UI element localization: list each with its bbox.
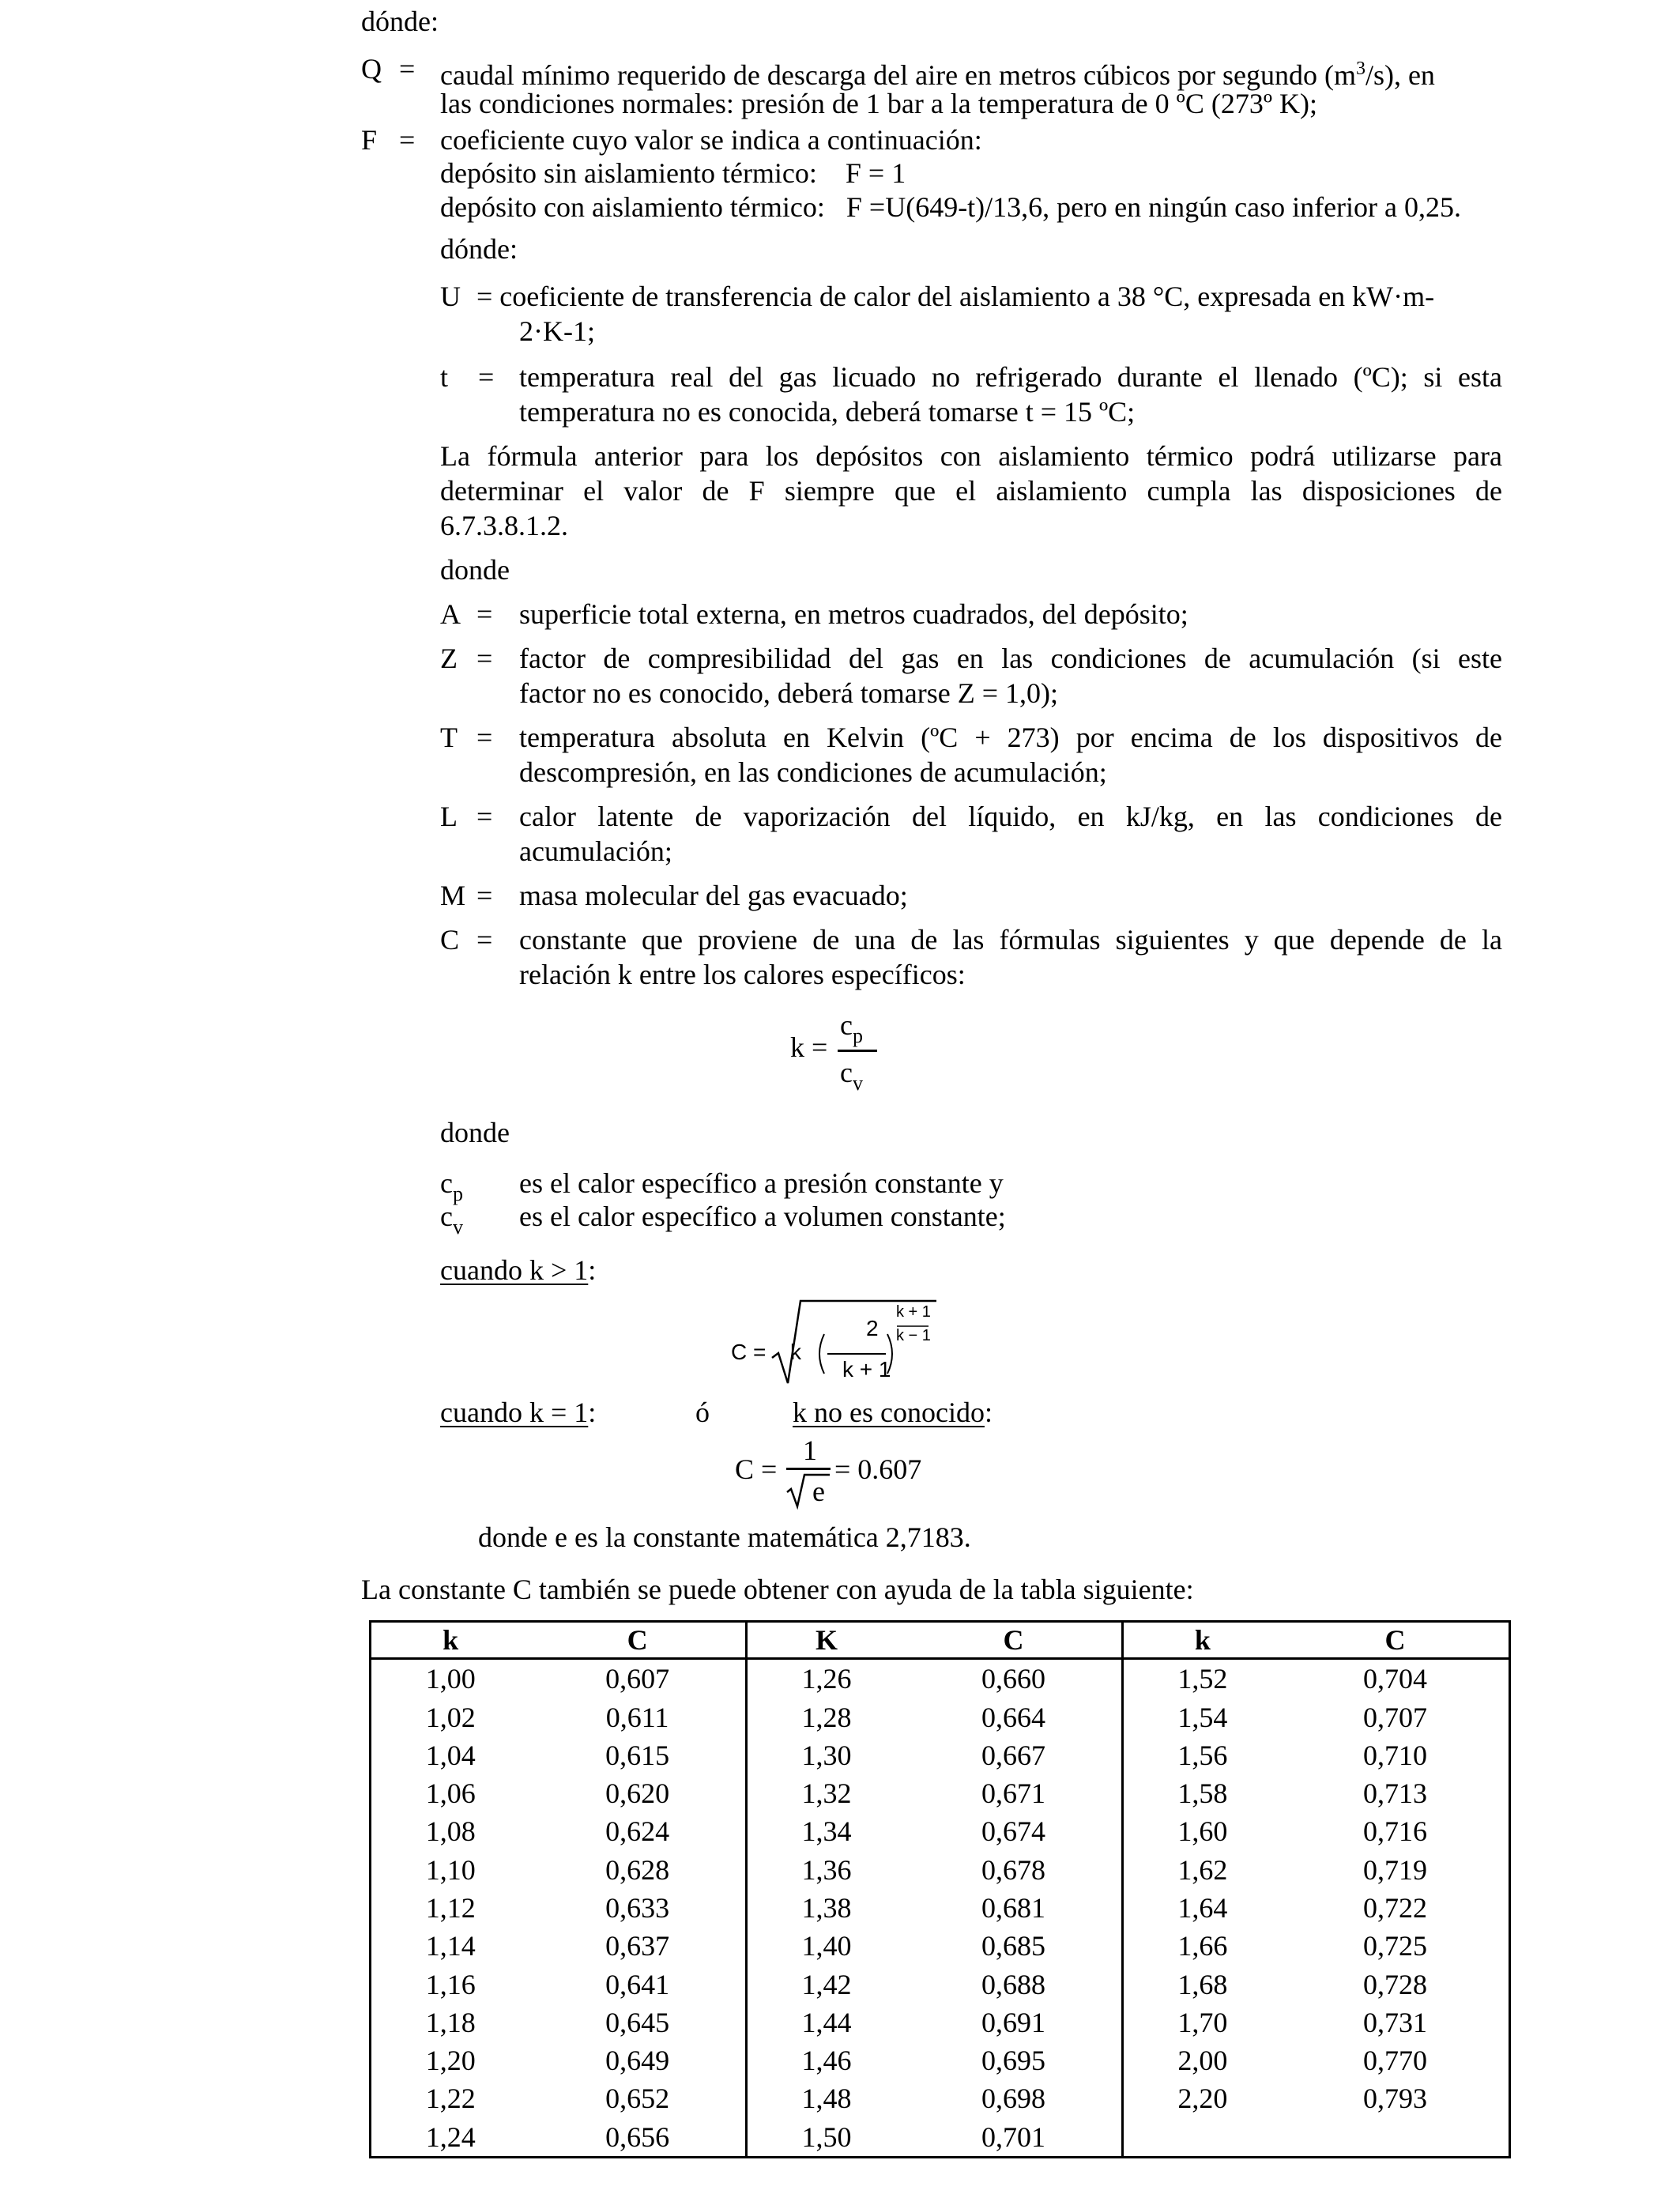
k-num-sub: p — [852, 1024, 863, 1047]
header-k-1: k — [371, 1622, 530, 1659]
q-superscript: 3 — [1355, 58, 1365, 79]
cp-definition: es el calor específico a presión constante y — [519, 1167, 1004, 1199]
colon-1: : — [588, 1254, 597, 1286]
when-k-gt-1 — [440, 1253, 596, 1287]
table-cell: 1,16 — [425, 1968, 476, 2000]
table-cell: 0,620 — [529, 1774, 746, 1812]
c-equals: = — [477, 924, 493, 956]
q-text-b: /s), en — [1365, 59, 1435, 91]
table-row — [371, 1812, 1510, 1850]
donde-label-4: donde — [440, 1117, 510, 1148]
table-cell: 1,14 — [425, 1930, 476, 1962]
c-definition-line1: constante que proviene de una de las fórmulas siguientes y que depende de la — [519, 924, 1502, 956]
k-formula-numerator — [840, 1008, 863, 1045]
c1-lhs: C = — [731, 1340, 767, 1364]
f-symbol: F — [361, 124, 378, 156]
formula-note-line1: La fórmula anterior para los depósitos con aislamiento térmico podrá utilizarse para — [440, 440, 1502, 472]
c1-left-paren — [819, 1334, 824, 1374]
defs-intro: dónde: — [361, 6, 439, 37]
table-cell: 0,691 — [906, 2004, 1122, 2041]
header-c-1: C — [529, 1622, 746, 1659]
header-k-2: K — [746, 1622, 906, 1659]
when-k-gt-1-text: cuando k > 1 — [440, 1254, 589, 1286]
table-cell: 1,40 — [801, 1930, 852, 1962]
table-cell: 0,716 — [1363, 1815, 1428, 1848]
f-definition: coeficiente cuyo valor se indica a continuación: — [440, 124, 982, 156]
table-cell: 0,664 — [906, 1698, 1122, 1736]
formula-note-line3: 6.7.3.8.1.2. — [440, 510, 568, 541]
z-definition-line2: factor no es conocido, deberá tomarse Z = 1,0); — [519, 677, 1059, 709]
table-cell: 1,66 — [1177, 1930, 1228, 1962]
table-cell — [1122, 2118, 1282, 2158]
table-cell: 0,701 — [906, 2118, 1122, 2158]
when-k-eq-1 — [440, 1396, 596, 1429]
table-cell: 0,645 — [529, 2004, 746, 2041]
table-cell: 2,00 — [1177, 2045, 1228, 2077]
q-symbol: Q — [361, 53, 382, 85]
table-cell: 1,32 — [801, 1777, 852, 1810]
table-cell: 0,652 — [529, 2079, 746, 2117]
k-den-sub: v — [852, 1072, 863, 1095]
table-cell: 0,685 — [906, 1927, 1122, 1965]
table-cell: 1,24 — [425, 2120, 476, 2153]
f-case-no-insulation: depósito sin aislamiento térmico: F = 1 — [440, 157, 906, 189]
or-word: ó — [695, 1397, 710, 1428]
table-row — [371, 2041, 1510, 2079]
u-symbol: U — [440, 281, 461, 312]
k-unknown-text: k no es conocido — [793, 1397, 985, 1428]
table-cell: 0,678 — [906, 1851, 1122, 1889]
table-cell: 1,70 — [1177, 2006, 1228, 2038]
table-intro: La constante C también se puede obtener con ayuda de la tabla siguiente: — [361, 1574, 1194, 1605]
table-cell: 0,624 — [529, 1812, 746, 1850]
q-definition-line1 — [440, 52, 1435, 92]
z-equals: = — [477, 643, 493, 674]
c2-rhs: = 0.607 — [834, 1453, 922, 1485]
k-formula-denominator — [840, 1056, 863, 1095]
m-definition: masa molecular del gas evacuado; — [519, 880, 908, 911]
table-cell: 0,611 — [529, 1698, 746, 1736]
f-case-insulation: depósito con aislamiento térmico: F =U(649-t)/13,6, pero en ningún caso inferior a 0,25. — [440, 191, 1462, 223]
k-den-c: c — [840, 1057, 853, 1088]
tt-equals: = — [477, 722, 493, 753]
table-cell: 0,731 — [1363, 2006, 1428, 2038]
c1-num: 2 — [866, 1316, 879, 1340]
table-cell: 1,64 — [1177, 1891, 1228, 1924]
cv-symbol — [440, 1200, 463, 1236]
c1-den: k + 1 — [842, 1357, 891, 1382]
table-cell: 1,62 — [1177, 1853, 1228, 1886]
f-equals: = — [399, 124, 416, 156]
donde-label-3: donde — [440, 554, 510, 586]
table-cell: 1,36 — [801, 1853, 852, 1886]
table-cell: 1,58 — [1177, 1777, 1228, 1810]
table-row — [371, 1965, 1510, 2003]
table-cell: 0,633 — [529, 1889, 746, 1927]
l-equals: = — [477, 801, 493, 832]
table-cell: 1,50 — [801, 2120, 852, 2153]
table-cell: 1,34 — [801, 1815, 852, 1848]
table-cell: 1,02 — [425, 1701, 476, 1733]
l-definition-line2: acumulación; — [519, 835, 672, 867]
cp-symbol — [440, 1167, 463, 1203]
colon-3: : — [984, 1397, 993, 1428]
table-cell: 1,26 — [801, 1663, 852, 1695]
table-cell: 1,44 — [801, 2006, 852, 2038]
formula-note-line2: determinar el valor de F siempre que el aislamiento cumpla las disposiciones de — [440, 475, 1502, 507]
c2-num: 1 — [803, 1434, 817, 1466]
table-cell: 0,793 — [1363, 2083, 1428, 2115]
table-cell: 0,674 — [906, 1812, 1122, 1850]
table-cell: 0,667 — [906, 1736, 1122, 1774]
table-cell: 1,38 — [801, 1891, 852, 1924]
table-cell: 1,52 — [1177, 1663, 1228, 1695]
table-row — [371, 1851, 1510, 1889]
cp-c: c — [440, 1167, 453, 1199]
c-symbol: C — [440, 924, 460, 956]
cv-c: c — [440, 1201, 453, 1232]
header-c-2: C — [906, 1622, 1122, 1659]
table-row — [371, 2079, 1510, 2117]
table-cell: 0,649 — [529, 2041, 746, 2079]
table-cell: 0,671 — [906, 1774, 1122, 1812]
table-cell: 0,637 — [529, 1927, 746, 1965]
u-definition-line1: = coeficiente de transferencia de calor del aislamiento a 38 °C, expresada en kW·m- — [477, 281, 1435, 312]
table-cell: 0,607 — [529, 1659, 746, 1698]
table-cell: 1,00 — [425, 1663, 476, 1695]
m-symbol: M — [440, 880, 466, 911]
table-cell: 0,660 — [906, 1659, 1122, 1698]
c2-radical-svg — [785, 1472, 833, 1510]
t-symbol: t — [440, 361, 449, 393]
m-equals: = — [477, 880, 493, 911]
table-cell: 0,681 — [906, 1889, 1122, 1927]
table-cell: 0,725 — [1363, 1930, 1428, 1962]
a-symbol: A — [440, 598, 461, 630]
table-cell: 0,704 — [1363, 1663, 1428, 1695]
k-fraction-bar — [838, 1050, 877, 1052]
table-cell: 0,713 — [1363, 1777, 1428, 1810]
table-cell: 1,54 — [1177, 1701, 1228, 1733]
table-row — [371, 1698, 1510, 1736]
l-definition-line1: calor latente de vaporización del líquido, en kJ/kg, en las condiciones de — [519, 801, 1502, 832]
k-num-c: c — [840, 1009, 853, 1041]
q-definition-line2: las condiciones normales: presión de 1 bar a la temperatura de 0 ºC (273º K); — [440, 88, 1317, 119]
table-cell: 0,698 — [906, 2079, 1122, 2117]
table-cell: 2,20 — [1177, 2083, 1228, 2115]
z-definition-line1: factor de compresibilidad del gas en las condiciones de acumulación (si este — [519, 643, 1502, 674]
table-cell: 0,695 — [906, 2041, 1122, 2079]
table-cell — [1282, 2118, 1509, 2158]
table-cell: 0,722 — [1363, 1891, 1428, 1924]
table-body — [371, 1659, 1510, 2158]
table-cell: 1,68 — [1177, 1968, 1228, 2000]
q-equals: = — [399, 53, 416, 85]
table-cell: 1,42 — [801, 1968, 852, 2000]
table-cell: 0,710 — [1363, 1739, 1428, 1771]
table-cell: 0,628 — [529, 1851, 746, 1889]
table-cell: 1,06 — [425, 1777, 476, 1810]
table-cell: 0,656 — [529, 2118, 746, 2158]
table-cell: 0,615 — [529, 1736, 746, 1774]
c1-exp-num: k + 1 — [896, 1303, 931, 1321]
l-symbol: L — [440, 801, 458, 832]
table-row — [371, 1736, 1510, 1774]
table-cell: 1,04 — [425, 1739, 476, 1771]
a-equals: = — [477, 598, 493, 630]
tt-symbol: T — [440, 722, 458, 753]
table-cell: 1,12 — [425, 1891, 476, 1924]
table-row — [371, 1659, 1510, 1698]
table-cell: 0,728 — [1363, 1968, 1428, 2000]
table-cell: 1,48 — [801, 2083, 852, 2115]
table-cell: 1,30 — [801, 1739, 852, 1771]
table-row — [371, 1927, 1510, 1965]
donde-label-2: dónde: — [440, 233, 518, 265]
c2-fraction-bar — [786, 1468, 831, 1470]
c-constant-table — [369, 1620, 1511, 2158]
cp-sub: p — [452, 1182, 463, 1205]
table-cell: 1,18 — [425, 2006, 476, 2038]
k-unknown — [793, 1396, 993, 1429]
table-cell: 1,22 — [425, 2083, 476, 2115]
c2-lhs: C = — [735, 1453, 778, 1485]
c1-k: k — [790, 1340, 801, 1364]
table-cell: 0,641 — [529, 1965, 746, 2003]
table-row — [371, 1774, 1510, 1812]
table-row — [371, 2118, 1510, 2158]
table-cell: 1,56 — [1177, 1739, 1228, 1771]
q-text-a: caudal mínimo requerido de descarga del aire en metros cúbicos por segundo (m — [440, 59, 1356, 91]
e-note: donde e es la constante matemática 2,7183. — [478, 1521, 971, 1553]
table-cell: 1,46 — [801, 2045, 852, 2077]
cv-definition: es el calor específico a volumen constante; — [519, 1201, 1006, 1232]
table-cell: 0,719 — [1363, 1853, 1428, 1886]
tt-definition-line2: descompresión, en las condiciones de acumulación; — [519, 756, 1107, 788]
table-cell: 1,28 — [801, 1701, 852, 1733]
table-row — [371, 1889, 1510, 1927]
a-definition: superficie total externa, en metros cuadrados, del depósito; — [519, 598, 1188, 630]
table-cell: 1,10 — [425, 1853, 476, 1886]
header-k-3: k — [1122, 1622, 1282, 1659]
t-definition-line1: temperatura real del gas licuado no refrigerado durante el llenado (ºC); si esta — [519, 361, 1502, 393]
when-k-eq-1-text: cuando k = 1 — [440, 1397, 589, 1428]
u-definition-line2: 2·K-1; — [519, 315, 595, 347]
t-definition-line2: temperatura no es conocida, deberá tomarse t = 15 ºC; — [519, 396, 1136, 428]
table-header-row — [371, 1622, 1510, 1659]
t-equals: = — [478, 361, 495, 393]
c2-den: e — [812, 1476, 825, 1507]
table-cell: 0,688 — [906, 1965, 1122, 2003]
z-symbol: Z — [440, 643, 458, 674]
table-cell: 1,60 — [1177, 1815, 1228, 1848]
table-cell: 0,707 — [1363, 1701, 1428, 1733]
c1-exp-den: k − 1 — [896, 1327, 931, 1344]
tt-definition-line1: temperatura absoluta en Kelvin (ºC + 273) por encima de los dispositivos de — [519, 722, 1502, 753]
table-cell: 0,770 — [1363, 2045, 1428, 2077]
colon-2: : — [588, 1397, 597, 1428]
table-row — [371, 2004, 1510, 2041]
table-cell: 1,20 — [425, 2045, 476, 2077]
header-c-3: C — [1282, 1622, 1509, 1659]
c-definition-line2: relación k entre los calores específicos: — [519, 959, 966, 990]
cv-sub: v — [452, 1216, 463, 1238]
k-formula-lhs: k = — [790, 1031, 828, 1063]
table-cell: 1,08 — [425, 1815, 476, 1848]
